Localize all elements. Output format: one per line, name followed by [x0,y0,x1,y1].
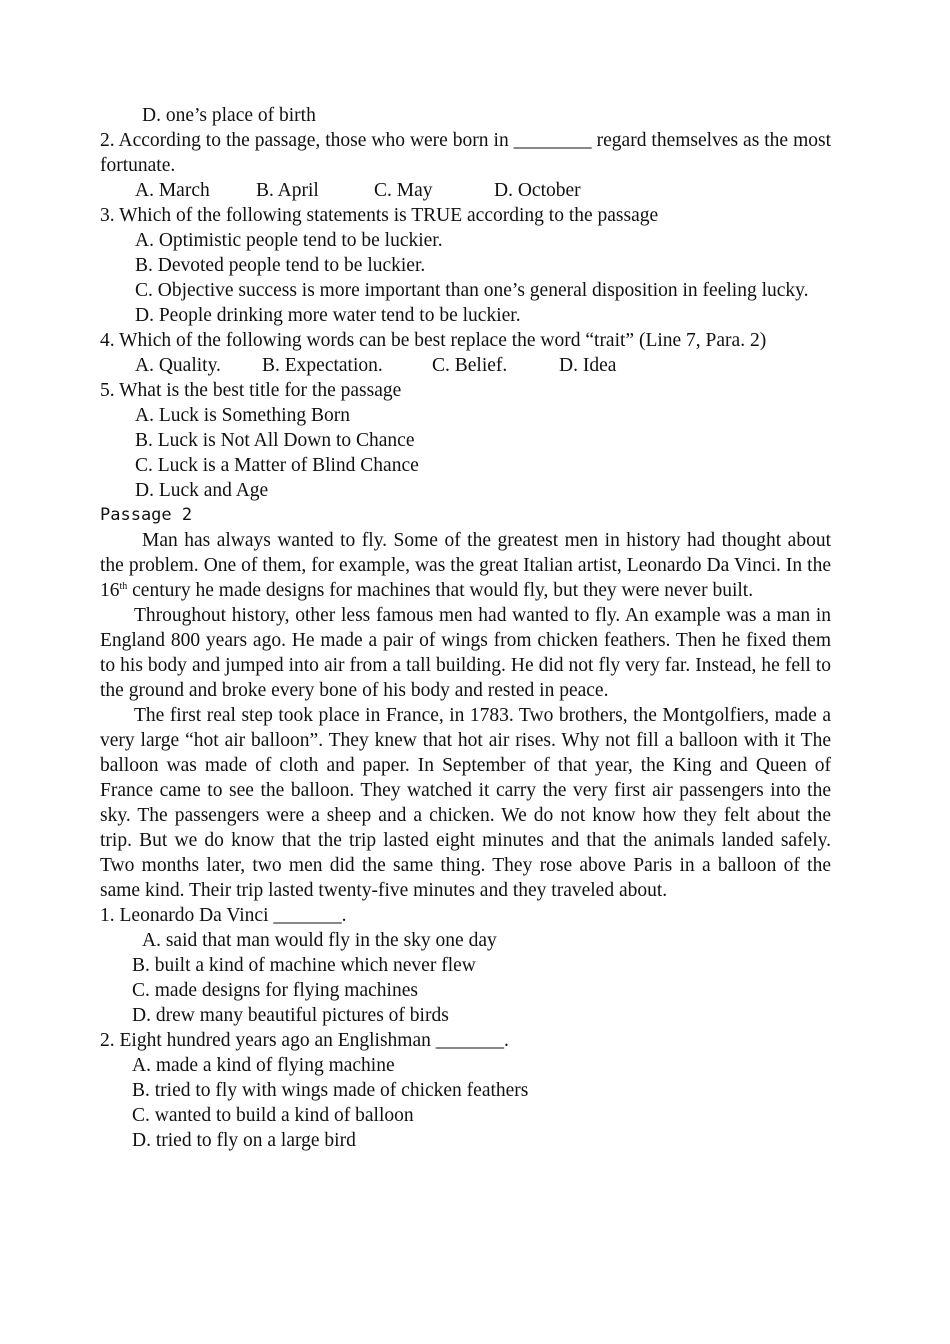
p1-q2-option-c: C. May [374,180,433,201]
p1-q3-option-a: A. Optimistic people tend to be luckier. [135,230,443,251]
p1-q4-option-d: D. Idea [559,355,617,376]
p1-q3-option-c: C. Objective success is more important than one’s general disposition in feeling lucky. [135,280,809,301]
paragraph-1-text-start: Man has always wanted to fly. Some of the greatest men in history had thought about the problem. One of them, for example, was the great Italian artist, Leonardo Da Vinci. In the 16 [100,530,831,601]
p2-q1-option-a: A. said that man would fly in the sky one day [142,930,497,951]
p1-question-4: 4. Which of the following words can be best replace the word “trait” (Line 7, Para. 2) [100,330,767,351]
p2-question-1: 1. Leonardo Da Vinci _______. [100,905,347,926]
passage-2-paragraph-3: The first real step took place in France, in 1783. Two brothers, the Montgolfiers, made a very large “hot air balloon”. They knew that hot air rises. Why not fill a balloon with it The balloon was made of cloth and paper. In September of that year, the King and Queen of France came to see the balloon. They watched it carry the very first air passengers into the sky. The passengers were a sheep and a chicken. We do not know how they felt about the trip. But we do know that the trip lasted eight minutes and that the animals landed safely. Two months later, two men did the same thing. They rose above Paris in a balloon of the same kind. Their trip lasted twenty-five minutes and they traveled about. [100,705,831,901]
document-page [100,103,831,1153]
p1-q3-option-d: D. People drinking more water tend to be luckier. [135,305,521,326]
p1-q5-option-c: C. Luck is a Matter of Blind Chance [135,455,419,476]
p1-question-5: 5. What is the best title for the passage [100,380,402,401]
p2-q2-option-d: D. tried to fly on a large bird [132,1130,356,1151]
paragraph-1-text-end: century he made designs for machines that would fly, but they were never built. [127,580,754,601]
p1-question-3: 3. Which of the following statements is TRUE according to the passage [100,205,659,226]
p1-q4-option-a: A. Quality. [135,355,221,376]
p1-q5-option-b: B. Luck is Not All Down to Chance [135,430,415,451]
p1-q4-option-c: C. Belief. [432,355,508,376]
p1-question-2: 2. According to the passage, those who were born in ________ regard themselves as the most fortunate. [100,130,831,176]
p1-q5-option-a: A. Luck is Something Born [135,405,351,426]
passage-2-paragraph-1 [100,528,831,603]
p2-q1-option-d: D. drew many beautiful pictures of birds [132,1005,449,1026]
p2-q2-option-a: A. made a kind of flying machine [132,1055,395,1076]
p2-question-2: 2. Eight hundred years ago an Englishman _______. [100,1030,509,1051]
passage-2-heading: Passage 2 [100,505,193,525]
p1-q4-options [100,353,831,378]
p1-q4-option-b: B. Expectation. [262,355,383,376]
p1-q2-option-a: A. March [135,180,210,201]
p1-q2-option-b: B. April [256,180,319,201]
p1-q5-option-d: D. Luck and Age [135,480,269,501]
p2-q2-option-b: B. tried to fly with wings made of chicken feathers [132,1080,529,1101]
p1-q2-option-d: D. October [494,180,581,201]
passage-2-paragraph-2: Throughout history, other less famous men had wanted to fly. An example was a man in England 800 years ago. He made a pair of wings from chicken feathers. Then he fixed them to his body and jumped into air from a tall building. He did not fly very far. Instead, he fell to the ground and broke every bone of his body and rested in peace. [100,605,831,701]
q1-option-d: D. one’s place of birth [142,105,316,126]
p2-q1-option-c: C. made designs for flying machines [132,980,418,1001]
p2-q1-option-b: B. built a kind of machine which never flew [132,955,476,976]
p2-q2-option-c: C. wanted to build a kind of balloon [132,1105,414,1126]
p1-q3-option-b: B. Devoted people tend to be luckier. [135,255,426,276]
p1-q2-options [100,178,831,203]
ordinal-superscript: th [119,581,128,592]
